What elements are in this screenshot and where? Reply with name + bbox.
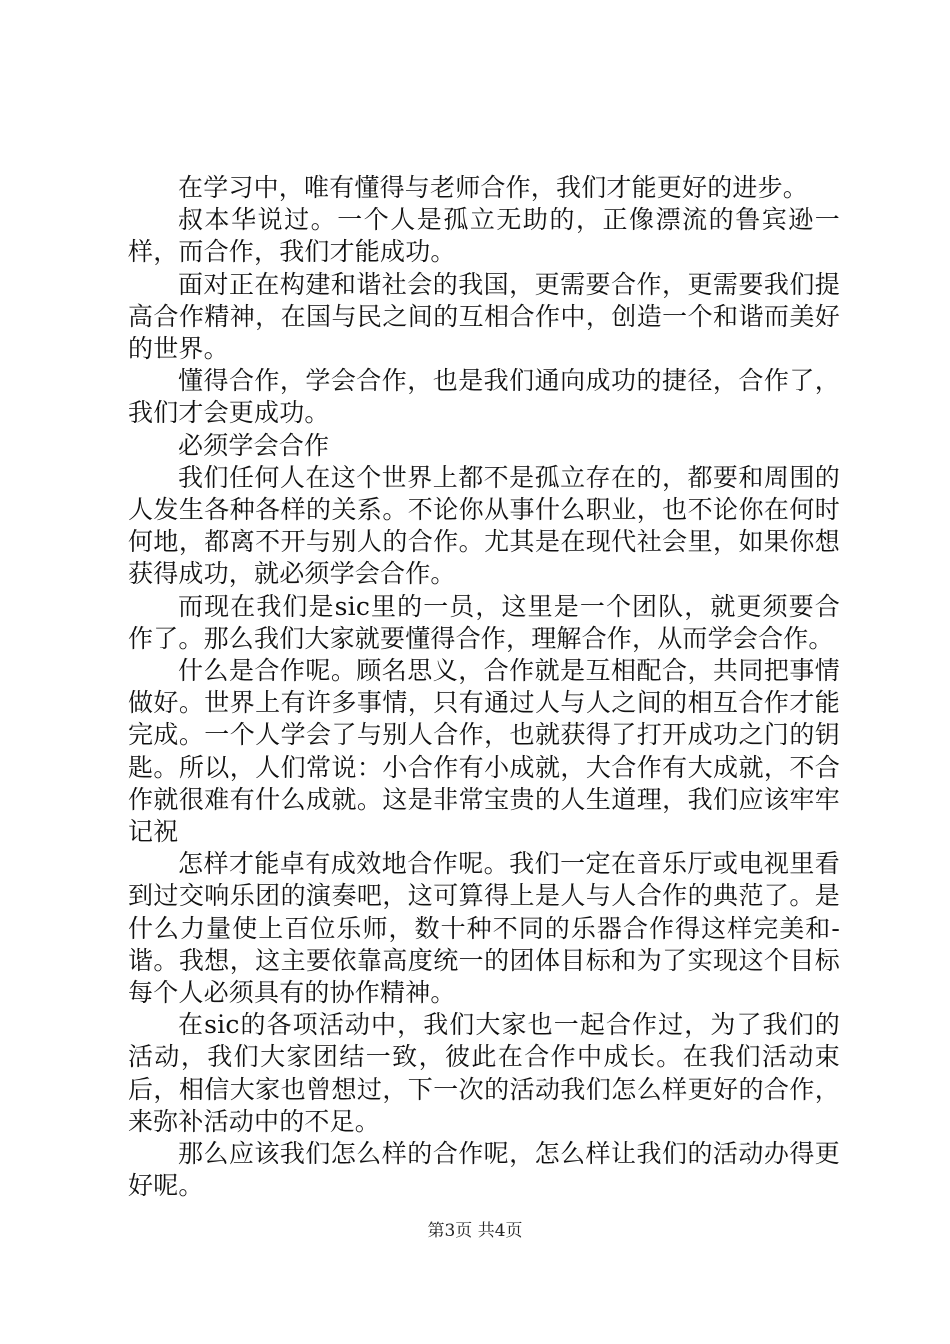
paragraph: 懂得合作，学会合作，也是我们通向成功的捷径，合作了，我们才会更成功。: [128, 366, 840, 428]
section-heading: 必须学会合作: [178, 430, 330, 460]
page-footer: [0, 1216, 950, 1241]
paragraph: 怎样才能卓有成效地合作呢。我们一定在音乐厅或电视里看到过交响乐团的演奏吧，这可算得上是人与人合作的典范了。是什么力量使上百位乐师，数十种不同的乐器合作得这样完美和-谐。我想，这主要依靠高度统一的团体目标和为了实现这个目标每个人必须具有的协作精神。: [128, 849, 840, 1008]
paragraph: 在学习中，唯有懂得与老师合作，我们才能更好的进步。: [178, 173, 809, 202]
page-indicator: 第3页 共4页: [427, 1221, 523, 1241]
paragraph: 那么应该我们怎么样的合作呢，怎么样让我们的活动办得更好呢。: [128, 1139, 840, 1201]
document-body: [128, 172, 840, 1203]
paragraph: 面对正在构建和谐社会的我国，更需要合作，更需要我们提高合作精神，在国与民之间的互相合作中，创造一个和谐而美好的世界。: [128, 269, 840, 364]
paragraph: 叔本华说过。一个人是孤立无助的，正像漂流的鲁宾逊一样，而合作，我们才能成功。: [128, 205, 840, 267]
paragraph: 我们任何人在这个世界上都不是孤立存在的，都要和周围的人发生各种各样的关系。不论你从事什么职业，也不论你在何时何地，都离不开与别人的合作。尤其是在现代社会里，如果你想获得成功，就必须学会合作。: [128, 462, 840, 589]
paragraph: 而现在我们是sic里的一员，这里是一个团队，就更须要合作了。那么我们大家就要懂得合作，理解合作，从而学会合作。: [128, 591, 840, 653]
paragraph: 在sic的各项活动中，我们大家也一起合作过，为了我们的活动，我们大家团结一致，彼此在合作中成长。在我们活动束后，相信大家也曾想过，下一次的活动我们怎么样更好的合作，来弥补活动中的不足。: [128, 1010, 840, 1136]
paragraph: 什么是合作呢。顾名思义，合作就是互相配合，共同把事情做好。世界上有许多事情，只有通过人与人之间的相互合作才能完成。一个人学会了与别人合作，也就获得了打开成功之门的钥匙。所以，人们常说：小合作有小成就，大合作有大成就，不合作就很难有什么成就。这是非常宝贵的人生道理，我们应该牢牢记祝: [128, 656, 840, 847]
